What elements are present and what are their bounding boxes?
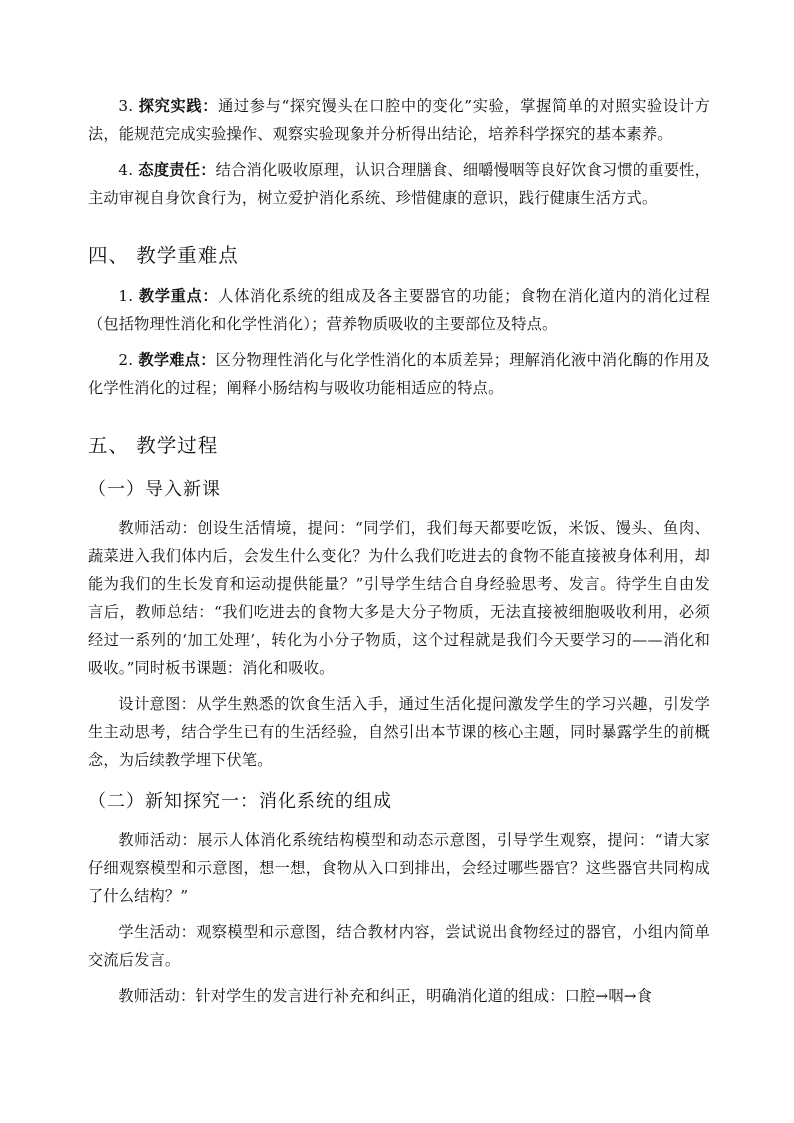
section-heading-4: 四、 教学重难点 bbox=[88, 244, 239, 267]
section-heading-5: 五、 教学过程 bbox=[88, 434, 219, 457]
goal-label: 态度责任 bbox=[138, 161, 201, 179]
goal-label: 探究实践 bbox=[138, 97, 203, 115]
goal-text: 结合消化吸收原理，认识合理膳食、细嚼慢咽等良好饮食习惯的重要性，主动审视自身饮食行为，树立爱护消化系统、珍惜健康的意识，践行健康生活方式。 bbox=[88, 161, 710, 207]
goal-number: 3. bbox=[118, 97, 139, 115]
item-separator: ： bbox=[202, 287, 219, 305]
intro-teacher-activity: 教师活动：创设生活情境，提问：“同学们，我们每天都要吃饭，米饭、馒头、鱼肉、蔬菜进入我们体内后，会发生什么变化？为什么我们吃进去的食物不能直接被身体利用，却能为我们的生长发育和运动提供能量？”引导学生结合自身经验思考、发言。待学生自由发言后，教师总结：“我们吃进去的食物大多是大分子物质，无法直接被细胞吸收利用，必须经过一系列的‘加工处理’，转化为小分子物质，这个过程就是我们今天要学习的——消化和吸收。”同时板书课题：消化和吸收。 bbox=[88, 519, 710, 677]
goal-separator: ： bbox=[200, 161, 216, 179]
subsection-heading-2: （二）新知探究一：消化系统的组成 bbox=[88, 791, 392, 812]
item-number: 1. bbox=[118, 287, 139, 305]
subsection-heading-1: （一）导入新课 bbox=[88, 479, 221, 500]
goal-number: 4. bbox=[118, 161, 139, 179]
item-label: 教学难点 bbox=[138, 351, 201, 369]
goal-separator: ： bbox=[202, 97, 219, 115]
item-separator: ： bbox=[200, 351, 216, 369]
key-point-paragraph bbox=[88, 282, 710, 338]
goal-paragraph-4 bbox=[88, 156, 710, 212]
item-label: 教学重点 bbox=[138, 287, 203, 305]
goal-paragraph-3 bbox=[88, 92, 710, 148]
explore-teacher-activity-1: 教师活动：展示人体消化系统结构模型和动态示意图，引导学生观察，提问：“请大家仔细观察模型和示意图，想一想，食物从入口到排出，会经过哪些器官？这些器官共同构成了什么结构？” bbox=[88, 831, 710, 905]
document-content bbox=[88, 92, 710, 1010]
item-number: 2. bbox=[118, 351, 139, 369]
explore-student-activity: 学生活动：观察模型和示意图，结合教材内容，尝试说出食物经过的器官，小组内简单交流后发言。 bbox=[88, 923, 710, 969]
explore-teacher-activity-2: 教师活动：针对学生的发言进行补充和纠正，明确消化道的组成：口腔→咽→食 bbox=[118, 987, 653, 1005]
difficulty-paragraph bbox=[88, 346, 710, 402]
item-text: 区分物理性消化与化学性消化的本质差异；理解消化液中消化酶的作用及化学性消化的过程；阐释小肠结构与吸收功能相适应的特点。 bbox=[88, 351, 710, 397]
intro-design-intent: 设计意图：从学生熟悉的饮食生活入手，通过生活化提问激发学生的学习兴趣，引发学生主动思考，结合学生已有的生活经验，自然引出本节课的核心主题，同时暴露学生的前概念，为后续教学埋下伏笔。 bbox=[88, 695, 710, 769]
goal-text: 通过参与“探究馒头在口腔中的变化”实验，掌握简单的对照实验设计方法，能规范完成实验操作、观察实验现象并分析得出结论，培养科学探究的基本素养。 bbox=[88, 97, 711, 143]
item-text: 人体消化系统的组成及各主要器官的功能；食物在消化道内的消化过程（包括物理性消化和化学性消化）；营养物质吸收的主要部位及特点。 bbox=[88, 287, 711, 333]
